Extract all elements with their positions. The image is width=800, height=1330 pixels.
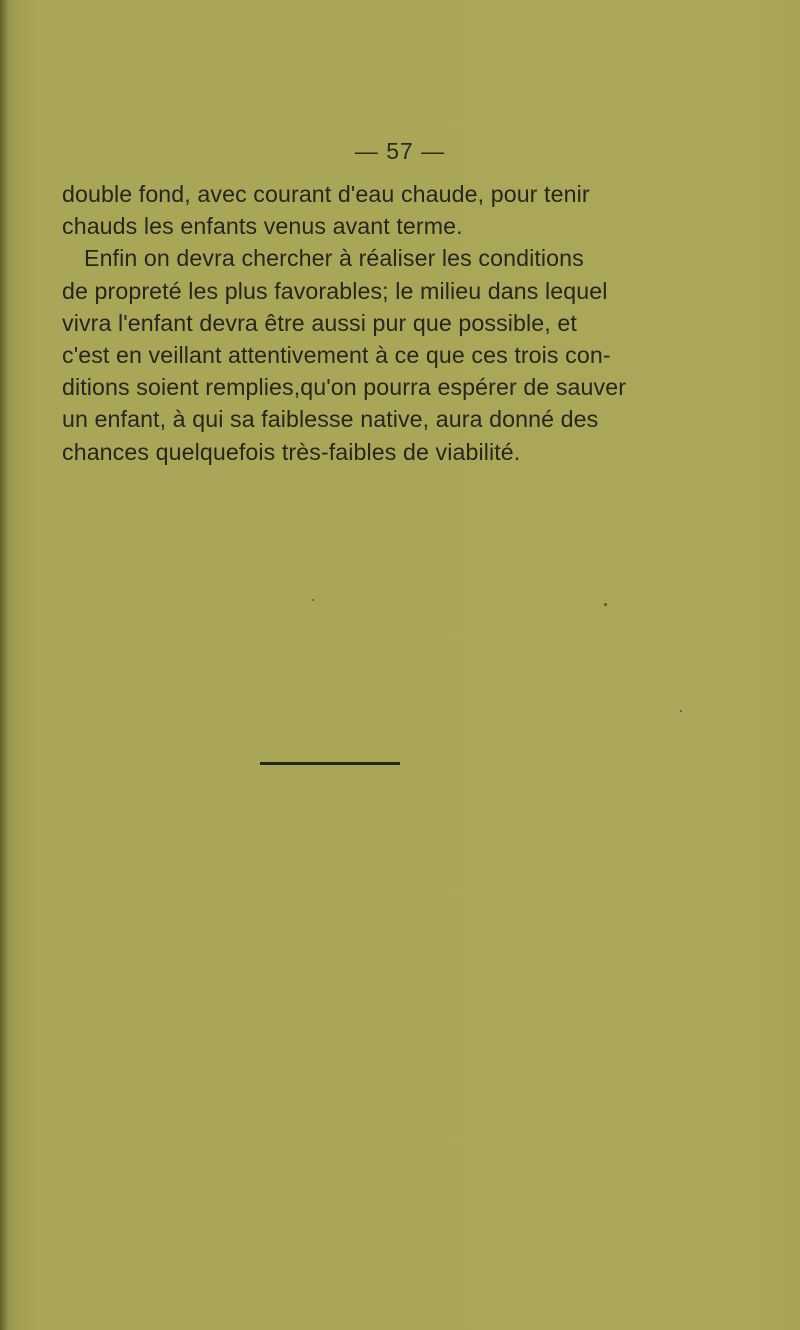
text-line-2: chauds les enfants venus avant terme. bbox=[62, 213, 463, 240]
text-line-5: vivra l'enfant devra être aussi pur que possible, et bbox=[62, 309, 577, 336]
paper-speck bbox=[604, 603, 607, 606]
text-line-6: c'est en veillant attentivement à ce que ces trois con- bbox=[62, 342, 611, 369]
text-line-1: double fond, avec courant d'eau chaude, pour tenir bbox=[62, 181, 590, 207]
body-text bbox=[62, 178, 758, 468]
text-line-3: Enfin on devra chercher à réaliser les conditions bbox=[84, 245, 584, 272]
text-line-7: ditions soient remplies,qu'on pourra espérer de sauver bbox=[62, 374, 627, 401]
paper-speck bbox=[312, 599, 314, 601]
section-divider bbox=[260, 762, 400, 765]
page-number-header: — 57 — bbox=[354, 138, 446, 164]
text-line-9: chances quelquefois très-faibles de viabilité. bbox=[62, 438, 521, 465]
text-line-4: de propreté les plus favorables; le milieu dans lequel bbox=[62, 277, 608, 304]
page-edge-shadow bbox=[0, 0, 8, 1330]
text-line-8: un enfant, à qui sa faiblesse native, aura donné des bbox=[62, 406, 599, 433]
paper-speck bbox=[680, 710, 682, 712]
